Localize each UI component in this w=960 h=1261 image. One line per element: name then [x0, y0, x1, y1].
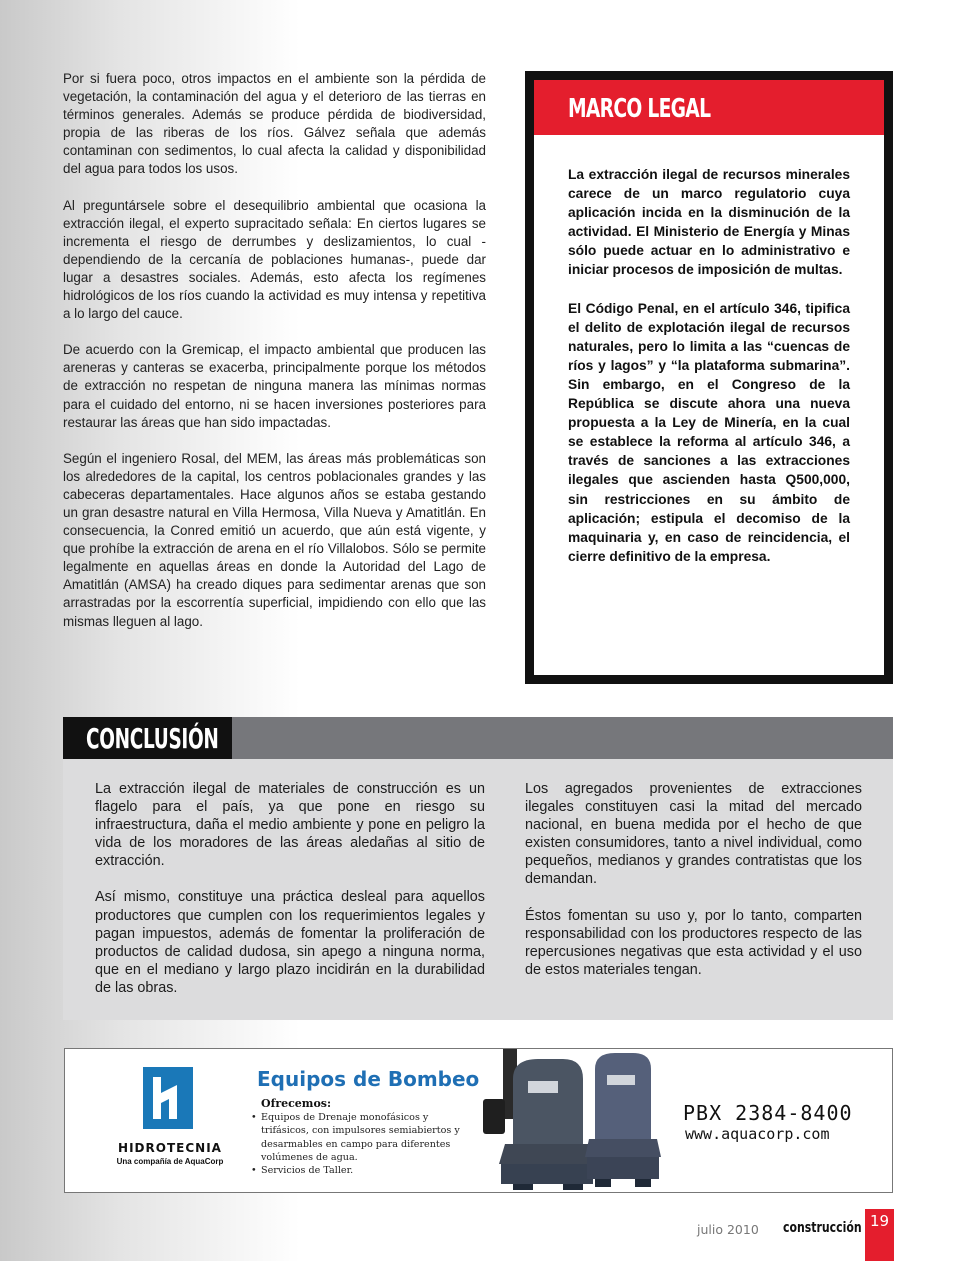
footer-magazine-name: construcción: [783, 1220, 862, 1236]
paragraph: Por si fuera poco, otros impactos en el ambiente son la pérdida de vegetación, la contaminación del agua y el deterioro de las tierras en términos generales. Además se produce pérdida de biodiversidad, propia de las riberas de los ríos. Gálvez señala que además contaminan con sedimentos, lo cual afecta la calidad y disponibilidad del agua para todos los usos.: [63, 71, 486, 177]
paragraph: El Código Penal, en el artículo 346, tipifica el delito de explotación ilegal de recursos naturales, pero lo limita a las “cuencas de ríos y lagos” y “la plataforma submarina”. Sin embargo, en el Congreso de la República se discute ahora una nueva propuesta a la Ley de Minería, en la cual se establece la reforma al artículo 346, a través de sanciones a las extracciones ilegales que ascienden hasta Q500,000, sin restricciones en su ámbito de aplicación; estipula el decomiso de la maquinaria y, en caso de reincidencia, el cierre definitivo de la empresa.: [568, 300, 850, 564]
paragraph: Según el ingeniero Rosal, del MEM, las áreas más problemáticas son los alrededores de la capital, los centros poblacionales grandes y las cabeceras departamentales. Hace algunos años se estaba gestando un gran desastre natural en Villa Hermosa, Villa Nueva y Amatitlán. En consecuencia, la Conred emitió un acuerdo, que aún está vigente, y que prohíbe la extracción de arena en el río Villalobos. Sólo se permite legalmente en aquellas áreas en donde la Autoridad del Lago de Amatitlán (AMSA) ha creado diques para sedimentar arenas que son arrastradas por la escorrentía superficial, impidiendo con ello que las mismas lleguen al lago.: [63, 450, 486, 629]
marco-legal-box: [525, 71, 893, 684]
ad-title: Equipos de Bombeo: [257, 1067, 480, 1091]
ad-website-link[interactable]: www.aquacorp.com: [685, 1125, 830, 1143]
paragraph: Los agregados provenientes de extracciones ilegales constituyen casi la mitad del mercado nacional, en buena medida por el hecho de que existen consumidores, tanto a nivel individual, como pequeños, medianos y grandes contratistas que los demandan.: [525, 781, 862, 888]
ad-offer-list: [249, 1111, 479, 1177]
conclusion-column-1: [95, 780, 485, 1015]
conclusion-title: CONCLUSIÓN: [86, 722, 219, 755]
marco-legal-body: [534, 135, 884, 566]
marco-legal-header: [534, 80, 884, 135]
conclusion-section: [63, 717, 893, 1020]
page-number: 19: [865, 1209, 894, 1261]
paragraph: La extracción ilegal de recursos minerales carece de un marco regulatorio cuya aplicación incida en la disminución de la actividad. El Ministerio de Energía y Minas sólo puede actuar en lo administrativo e iniciar procesos de imposición de multas.: [568, 167, 850, 278]
paragraph: Al preguntársele sobre el desequilibrio ambiental que ocasiona la extracción ilegal, el experto supracitado señala: En ciertos lugares se incrementa el riesgo de derrumbes y deslizamientos, lo cual -dependiendo de la cercanía de poblaciones humanas-, puede dar lugar a desastres sociales. Además, esto afecta los regímenes hidrológicos de los ríos cuando la actividad es muy intensa y repetitiva a lo largo del cauce.: [63, 197, 486, 322]
paragraph: Así mismo, constituye una práctica desleal para aquellos productores que cumplen con los requerimientos legales y pagan impuestos, además de fomentar la proliferación de productos de calidad dudosa, sin apego a ninguna norma, que en el mediano y largo plazo incidirán en la durabilidad de las obras.: [95, 889, 485, 996]
ad-phone: PBX 2384-8400: [683, 1101, 853, 1125]
ad-offer-label: Ofrecemos:: [261, 1097, 332, 1110]
ad-brand-subtitle: Una compañía de AquaCorp: [116, 1157, 224, 1166]
conclusion-label: [63, 717, 232, 759]
article-left-column: [63, 70, 486, 649]
paragraph: De acuerdo con la Gremicap, el impacto ambiental que producen las areneras y canteras se exacerba, principalmente porque los métodos de extracción no respetan de ninguna manera las mínimas normas para el cuidado del entorno, ni se hacen inversiones posteriores para restaurar las áreas que han sido impactadas.: [63, 342, 486, 430]
ad-brand-name: HIDROTECNIA: [118, 1141, 222, 1155]
pumps-image-icon: [483, 1049, 663, 1192]
logo-h-icon: [151, 1075, 185, 1121]
paragraph: La extracción ilegal de materiales de construcción es un flagelo para el país, ya que pone en riesgo su infraestructura, daña el medio ambiente y pone en peligro la vida de los moradores de las áreas aledañas al sitio de extracción.: [95, 781, 485, 870]
footer-date: julio 2010: [697, 1222, 759, 1237]
conclusion-column-2: [525, 780, 862, 997]
advertisement-banner[interactable]: [64, 1048, 893, 1193]
list-item: • Equipos de Drenaje monofásicos y trifásicos, con impulsores semiabiertos y desarmables en campo para diferentes volúmenes de agua.: [249, 1111, 479, 1164]
marco-legal-inner: [534, 80, 884, 675]
marco-legal-title: MARCO LEGAL: [568, 94, 711, 124]
list-item: • Servicios de Taller.: [249, 1164, 479, 1177]
conclusion-header-bar: [63, 717, 893, 759]
hidrotecnia-logo-icon: [143, 1067, 193, 1129]
paragraph: Éstos fomentan su uso y, por lo tanto, comparten responsabilidad con los productores respecto de las repercusiones negativas que esta actividad y el uso de estos materiales tengan.: [525, 907, 862, 978]
